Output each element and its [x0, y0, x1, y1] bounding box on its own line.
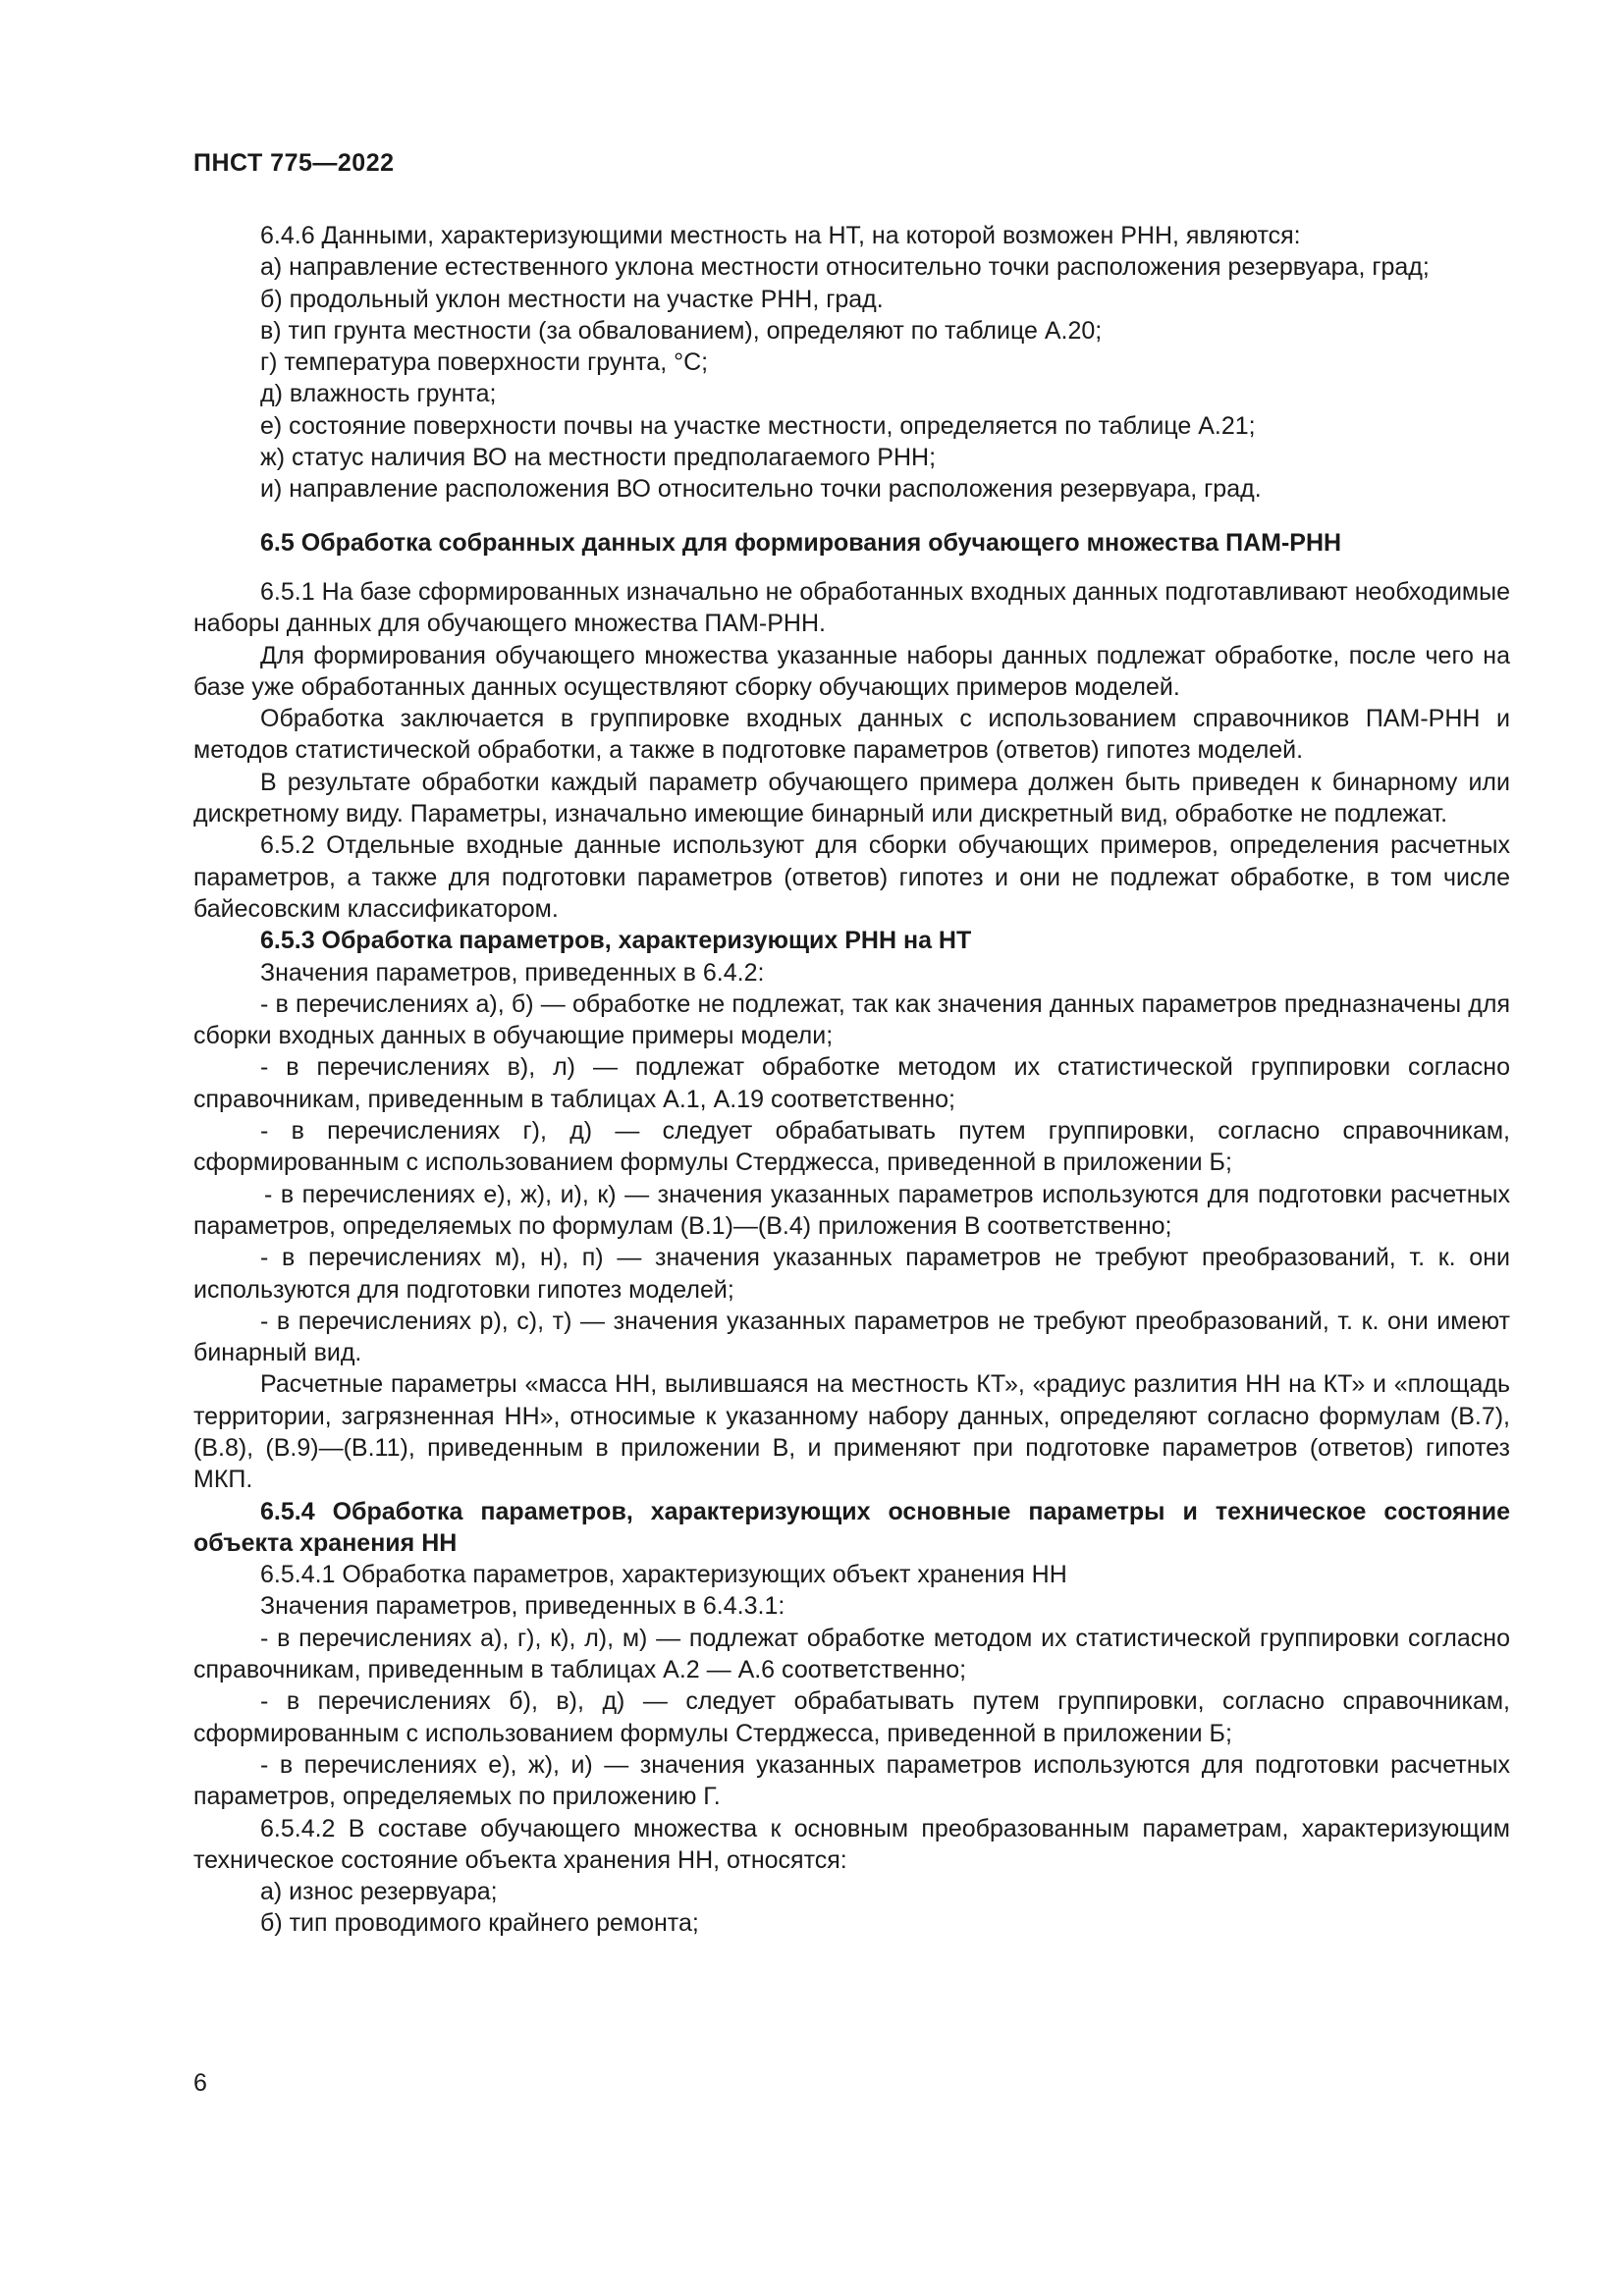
- list-item: б) продольный уклон местности на участке РНН, град.: [260, 285, 884, 313]
- paragraph: 6.5.4.1 Обработка параметров, характеризующих объект хранения НН: [260, 1561, 1067, 1589]
- paragraph: Расчетные параметры «масса НН, вылившаяся на местность КТ», «радиус разлития НН на КТ» и «площадь территории, загрязненная НН», относимые к указанному набору данных, определяют согласно формулам (В.7), (В.8), (В.9)—(В.11), приведенным в приложении В, и применяют при подготовке параметров (ответов) гипотез МКП.: [193, 1370, 1510, 1494]
- paragraph: В результате обработки каждый параметр обучающего примера должен быть приведен к бинарному или дискретному виду. Параметры, изначально имеющие бинарный или дискретный вид, обработке не подлежат.: [193, 768, 1510, 828]
- list-item: а) направление естественного уклона местности относительно точки расположения резервуара, град;: [260, 253, 1430, 282]
- paragraph: 6.5.1 На базе сформированных изначально не обработанных входных данных подготавливают необходимые наборы данных для обучающего множества ПАМ-РНН.: [193, 577, 1510, 638]
- document-code-header: ПНСТ 775—2022: [193, 149, 395, 177]
- paragraph: Для формирования обучающего множества указанные наборы данных подлежат обработке, после чего на базе уже обработанных данных осуществляют сборку обучающих примеров моделей.: [193, 641, 1510, 701]
- list-item: ж) статус наличия ВО на местности предполагаемого РНН;: [260, 444, 937, 472]
- list-item: б) тип проводимого крайнего ремонта;: [260, 1909, 699, 1938]
- list-item: - в перечислениях е), ж), и), к) — значения указанных параметров используются для подготовки расчетных параметров, определяемых по формулам (В.1)—(В.4) приложения В соответственно;: [193, 1180, 1510, 1240]
- section-heading-6-5: 6.5 Обработка собранных данных для формирования обучающего множества ПАМ-РНН: [260, 528, 1342, 557]
- list-item: и) направление расположения ВО относительно точки расположения резервуара, град.: [260, 475, 1262, 504]
- section-heading-6-5-3: 6.5.3 Обработка параметров, характеризующих РНН на НТ: [260, 927, 972, 955]
- list-item: а) износ резервуара;: [260, 1878, 498, 1906]
- paragraph: 6.4.6 Данными, характеризующими местность на НТ, на которой возможен РНН, являются:: [260, 222, 1301, 249]
- list-item: - в перечислениях а), б) — обработке не подлежат, так как значения данных параметров предназначены для сборки входных данных в обучающие примеры модели;: [193, 989, 1510, 1050]
- list-item: - в перечислениях г), д) — следует обрабатывать путем группировки, согласно справочникам, сформированным с использованием формулы Стерджесса, приведенной в приложении Б;: [193, 1117, 1510, 1177]
- document-body: [193, 220, 1510, 1940]
- list-item: в) тип грунта местности (за обвалованием), определяют по таблице А.20;: [260, 316, 1103, 345]
- list-item: д) влажность грунта;: [260, 380, 497, 408]
- list-item: - в перечислениях б), в), д) — следует обрабатывать путем группировки, согласно справочникам, сформированным с использованием формулы Стерджесса, приведенной в приложении Б;: [193, 1687, 1510, 1747]
- list-item: - в перечислениях е), ж), и) — значения указанных параметров используются для подготовки расчетных параметров, определяемых по приложению Г.: [193, 1750, 1510, 1811]
- paragraph: Значения параметров, приведенных в 6.4.3.1:: [260, 1592, 785, 1621]
- paragraph: Обработка заключается в группировке входных данных с использованием справочников ПАМ-РНН и методов статистической обработки, а также в подготовке параметров (ответов) гипотез моделей.: [193, 705, 1510, 765]
- list-item: - в перечислениях в), л) — подлежат обработке методом их статистической группировки согласно справочникам, приведенным в таблицах А.1, А.19 соответственно;: [193, 1053, 1510, 1113]
- list-item: - в перечислениях м), н), п) — значения указанных параметров не требуют преобразований, т. к. они используются для подготовки гипотез моделей;: [193, 1244, 1510, 1304]
- paragraph: 6.5.4.2 В составе обучающего множества к основным преобразованным параметрам, характеризующим техническое состояние объекта хранения НН, относятся:: [193, 1814, 1510, 1874]
- list-item: - в перечислениях а), г), к), л), м) — подлежат обработке методом их статистической группировки согласно справочникам, приведенным в таблицах А.2 — А.6 соответственно;: [193, 1624, 1510, 1684]
- page-number: 6: [193, 2069, 207, 2097]
- list-item: - в перечислениях р), с), т) — значения указанных параметров не требуют преобразований, т. к. они имеют бинарный вид.: [193, 1307, 1510, 1367]
- paragraph: 6.5.2 Отдельные входные данные используют для сборки обучающих примеров, определения расчетных параметров, а также для подготовки параметров (ответов) гипотез и они не подлежат обработке, в том числе байесовским классификатором.: [193, 831, 1510, 923]
- list-item: е) состояние поверхности почвы на участке местности, определяется по таблице А.21;: [260, 411, 1256, 440]
- list-item: г) температура поверхности грунта, °С;: [260, 348, 709, 377]
- paragraph: Значения параметров, приведенных в 6.4.2:: [260, 958, 765, 987]
- section-heading-6-5-4: 6.5.4 Обработка параметров, характеризующих основные параметры и техническое состояние объекта хранения НН: [193, 1497, 1510, 1557]
